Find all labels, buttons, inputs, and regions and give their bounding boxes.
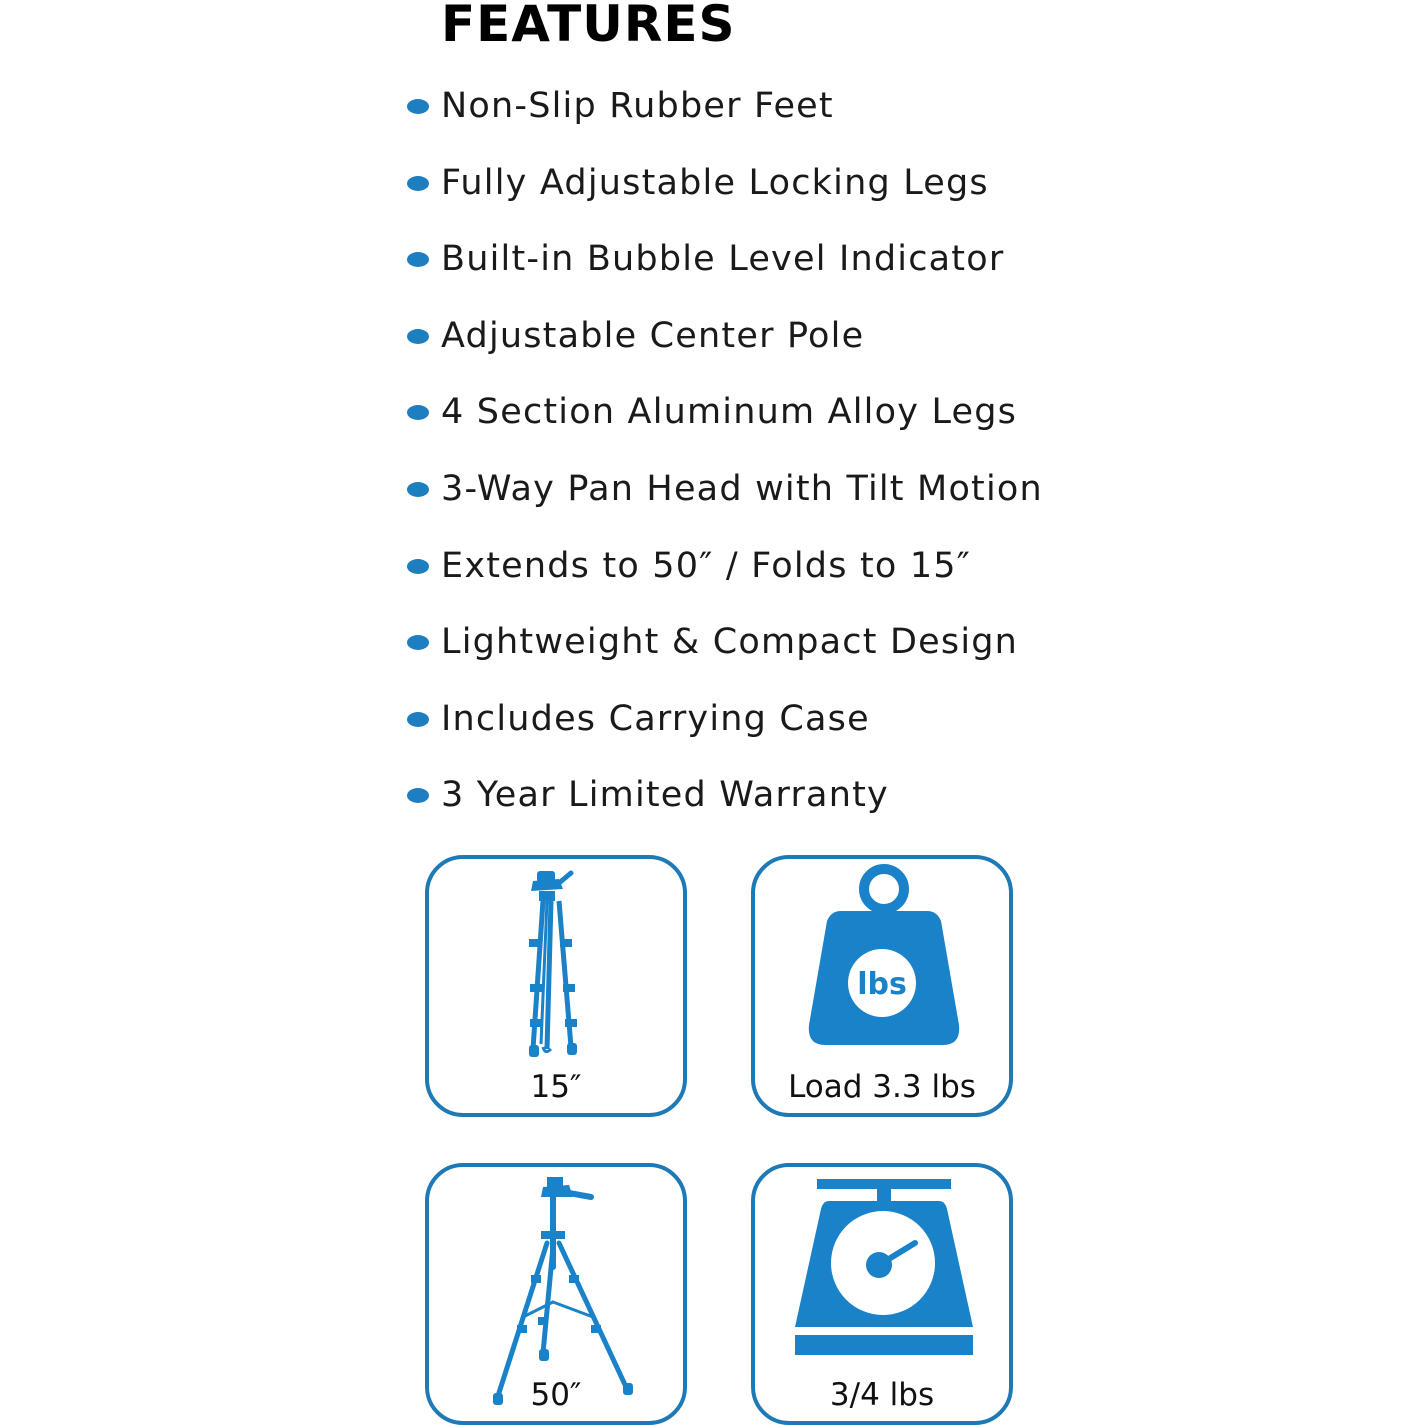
weight-label: lbs (857, 967, 907, 1002)
bullet-icon (407, 559, 429, 574)
feature-text: Non-Slip Rubber Feet (441, 86, 834, 126)
bullet-icon (407, 405, 429, 420)
bullet-icon (407, 482, 429, 497)
feature-text: Includes Carrying Case (441, 698, 870, 739)
load-capacity-caption: Load 3.3 lbs (788, 1069, 976, 1105)
tripod-weight-caption: 3/4 lbs (829, 1377, 935, 1413)
extended-size-caption: 50″ (530, 1377, 582, 1413)
bullet-icon (407, 99, 429, 114)
bullet-icon (407, 712, 429, 727)
feature-text: 3-Way Pan Head with Tilt Motion (441, 468, 1043, 509)
bullet-icon (407, 329, 429, 344)
feature-text: Fully Adjustable Locking Legs (441, 162, 989, 203)
tripod-weight-card (751, 1163, 1013, 1425)
feature-text: Adjustable Center Pole (441, 315, 865, 356)
feature-text: Lightweight & Compact Design (441, 622, 1019, 663)
feature-text: Extends to 50″ / Folds to 15″ (441, 545, 972, 586)
feature-text: Built-in Bubble Level Indicator (441, 239, 1005, 280)
folded-size-card (425, 855, 687, 1117)
feature-text: 3 Year Limited Warranty (441, 775, 889, 816)
load-capacity-card (751, 855, 1013, 1117)
feature-text: 4 Section Aluminum Alloy Legs (441, 392, 1018, 433)
bullet-icon (407, 635, 429, 650)
bullet-icon (407, 176, 429, 191)
bullet-icon (407, 252, 429, 267)
extended-size-card (425, 1163, 687, 1425)
folded-size-caption: 15″ (530, 1069, 582, 1105)
features-title: FEATURES (441, 0, 736, 53)
bullet-icon (407, 788, 429, 803)
